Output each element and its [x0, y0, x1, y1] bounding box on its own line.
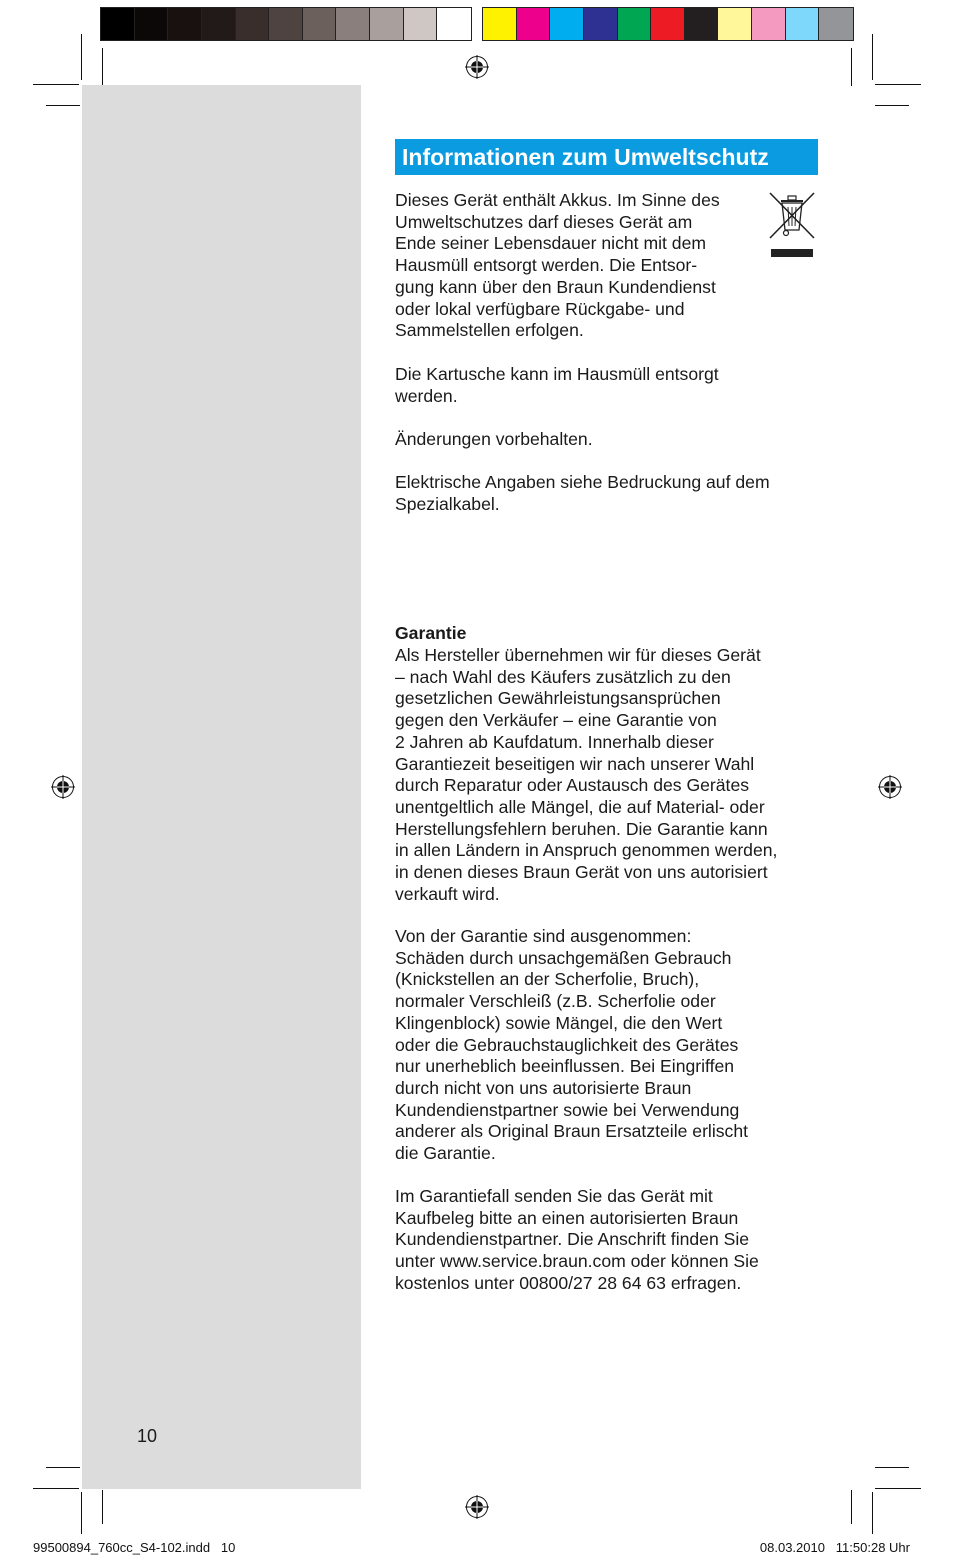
color-swatch — [483, 8, 517, 40]
color-swatch — [618, 8, 652, 40]
paragraph-changes: Änderungen vorbehalten. — [395, 429, 593, 449]
crop-mark — [875, 84, 921, 85]
paragraph-cartridge: Die Kartusche kann im Hausmüll entsorgt werden. — [395, 364, 719, 406]
crop-mark — [875, 105, 909, 106]
color-swatch — [786, 8, 820, 40]
color-swatch — [269, 8, 303, 40]
registration-mark-icon — [51, 775, 75, 799]
color-swatch — [718, 8, 752, 40]
registration-mark-icon — [465, 1495, 489, 1519]
garantie-title: Garantie — [395, 623, 467, 643]
color-swatch — [437, 8, 471, 40]
crop-mark — [872, 34, 873, 80]
color-bar-left — [100, 7, 472, 41]
crop-mark — [81, 34, 82, 80]
color-swatch — [752, 8, 786, 40]
paragraph-exclusions: Von der Garantie sind ausgenommen: Schäden durch unsachgemäßen Gebrauch (Knickstellen an der Scherfolie, Bruch), normaler Verschleiß (z.B. Scherfolie oder Klingenblock) sowie Mängel, die den Wert oder die Gebrauchstauglichkeit des Gerätes nur unerheblich beeinflussen. Bei Eingriffen durch nicht von uns autorisierte Braun Kundendienstpartner sowie bei Verwendung anderer als Original Braun Ersatzteile erlischt die Garantie. — [395, 926, 749, 1164]
paragraph-environment: Dieses Gerät enthält Akkus. Im Sinne des Umweltschutzes darf dieses Gerät am Ende seiner Lebensdauer nicht mit dem Hausmüll entsorgt werden. Die Entsor- gung kann über den Braun Kundendienst oder lokal verfügbare Rückgabe- und Sammelstellen erfolgen. — [395, 190, 720, 341]
paragraph-claim: Im Garantiefall senden Sie das Gerät mit Kaufbeleg bitte an einen autorisierten Braun Kundendienstpartner. Die Anschrift finden Sie unter www.service.braun.com oder können Sie kostenlos unter 00800/27 28 64 63 erfragen. — [395, 1186, 759, 1293]
color-swatch — [135, 8, 169, 40]
crop-mark — [102, 1490, 103, 1524]
crop-mark — [851, 48, 852, 86]
color-swatch — [651, 8, 685, 40]
crop-mark — [872, 1492, 873, 1534]
paragraph-electrical: Elektrische Angaben siehe Bedruckung auf dem Spezialkabel. — [395, 472, 770, 514]
color-swatch — [685, 8, 719, 40]
color-swatch — [336, 8, 370, 40]
paragraph-garantie: Als Hersteller übernehmen wir für dieses Gerät – nach Wahl des Käufers zusätzlich zu den gesetzlichen Gewährleistungsansprüchen gegen den Verkäufer – eine Garantie von 2 Jahren ab Kaufdatum. Innerhalb dieser Garantiezeit beseitigen wir nach unserer Wahl durch Reparatur oder Austausch des Gerätes unentgeltlich alle Mängel, die auf Material- oder Herstellungsfehlern beruhen. Die Garantie kann in allen Ländern in Anspruch genommen werden, in denen dieses Braun Gerät von uns autorisiert verkauft wird. — [395, 645, 778, 904]
slug-file-info: 99500894_760cc_S4-102.indd 10 — [33, 1540, 236, 1555]
crop-mark — [875, 1467, 909, 1468]
grey-side-panel — [82, 85, 361, 1489]
crop-mark — [46, 1467, 80, 1468]
crop-mark — [81, 1492, 82, 1534]
crop-mark — [33, 84, 79, 85]
color-swatch — [168, 8, 202, 40]
crop-mark — [875, 1488, 921, 1489]
color-swatch — [303, 8, 337, 40]
registration-mark-icon — [878, 775, 902, 799]
crop-mark — [46, 105, 80, 106]
color-swatch — [584, 8, 618, 40]
crossed-out-wheelie-bin-icon — [768, 190, 816, 260]
color-swatch — [202, 8, 236, 40]
color-swatch — [550, 8, 584, 40]
color-swatch — [517, 8, 551, 40]
registration-mark-icon — [465, 55, 489, 79]
crop-mark — [33, 1488, 79, 1489]
color-swatch — [236, 8, 270, 40]
color-swatch — [819, 8, 853, 40]
color-swatch — [370, 8, 404, 40]
color-bar-right — [482, 7, 854, 41]
section-heading: Informationen zum Umweltschutz — [395, 139, 818, 175]
page-number: 10 — [137, 1426, 158, 1446]
color-swatch — [404, 8, 438, 40]
color-swatch — [101, 8, 135, 40]
crop-mark — [102, 48, 103, 86]
slug-timestamp: 08.03.2010 11:50:28 Uhr — [759, 1540, 910, 1555]
crop-mark — [851, 1490, 852, 1524]
